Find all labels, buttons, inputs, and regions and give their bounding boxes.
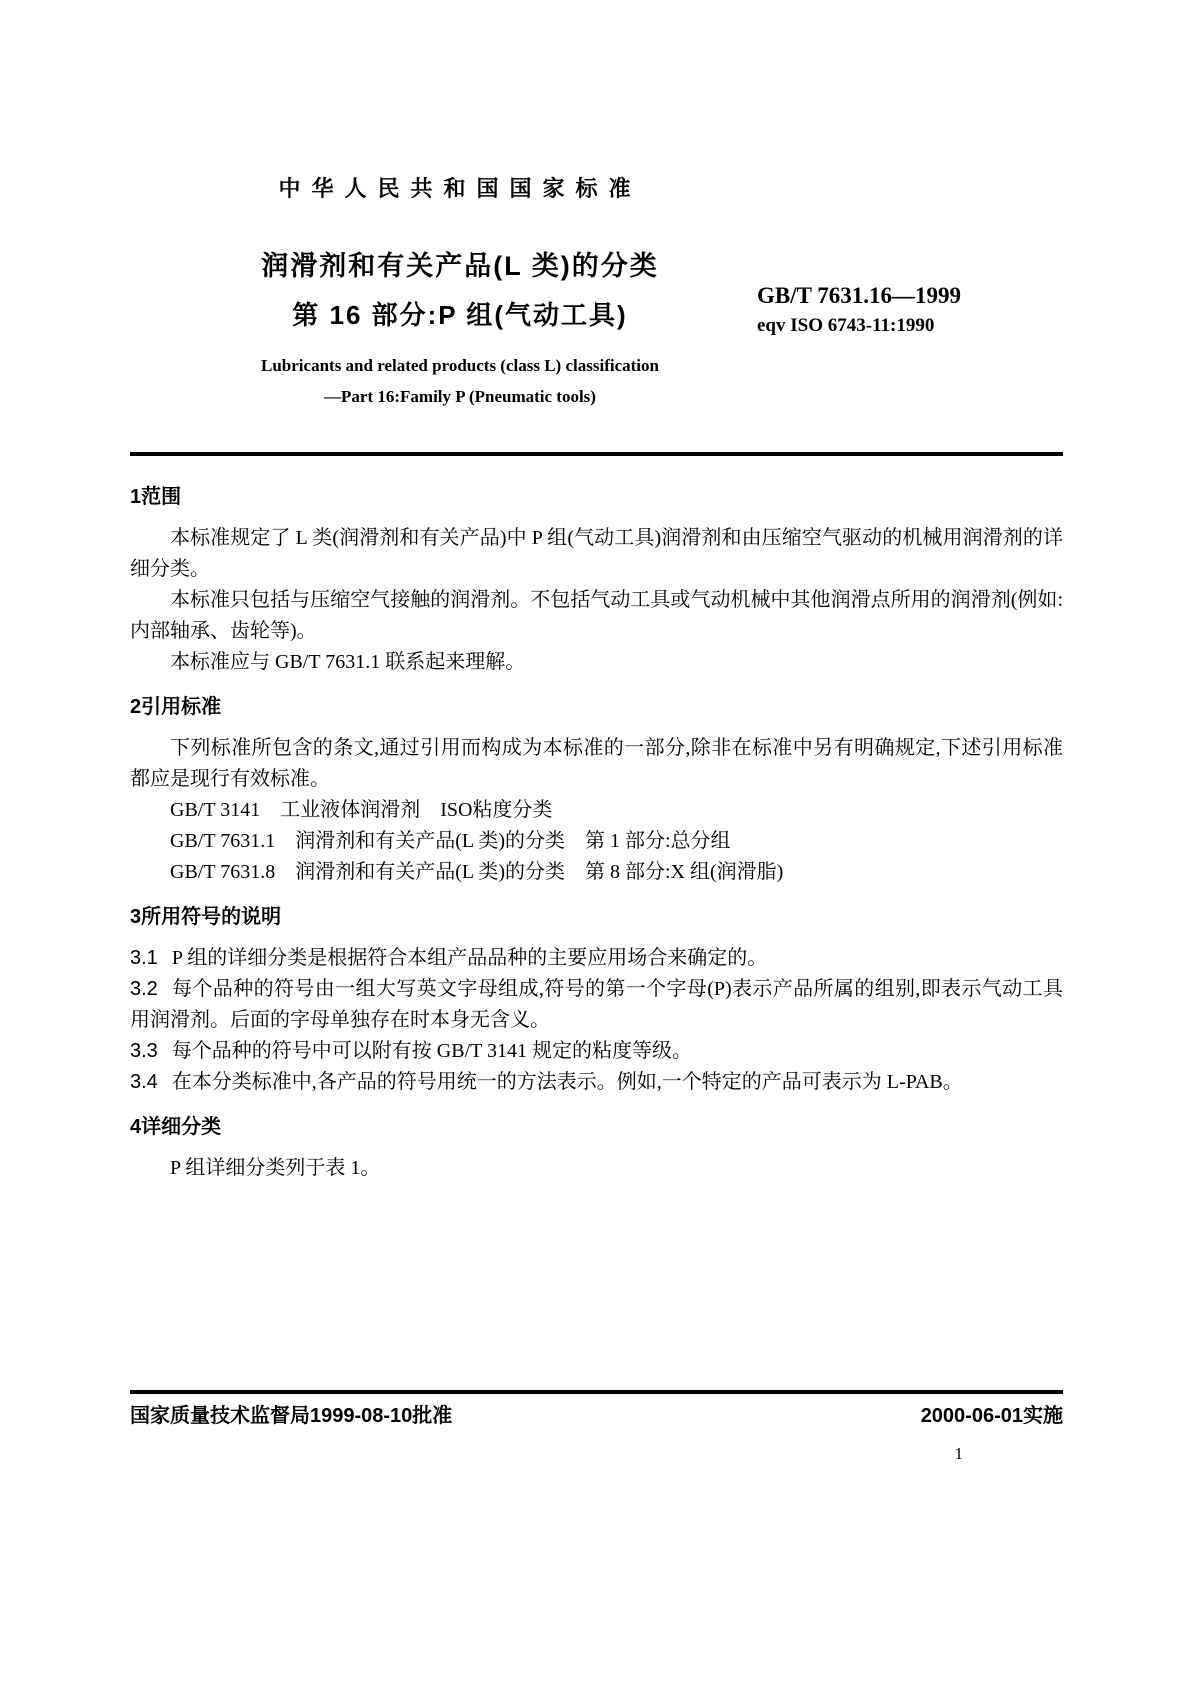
approval-note: 国家质量技术监督局1999-08-10批准 xyxy=(130,1405,453,1427)
clause-3-2-number: 3.2 xyxy=(130,978,158,1000)
section-1-paragraph-1: 本标准规定了 L 类(润滑剂和有关产品)中 P 组(气动工具)润滑剂和由压缩空气驱动的机械用润滑剂的详细分类。 xyxy=(130,527,1063,580)
clause-3-1-number: 3.1 xyxy=(130,947,158,969)
standard-number-block xyxy=(757,283,961,337)
clause-3-1-text: P 组的详细分类是根据符合本组产品品种的主要应用场合来确定的。 xyxy=(171,947,768,969)
section-3-number: 3 xyxy=(130,906,142,928)
section-1-paragraph-3: 本标准应与 GB/T 7631.1 联系起来理解。 xyxy=(170,651,526,673)
title-en-line2: —Part 16:Family P (Pneumatic tools) xyxy=(324,387,596,406)
title-en-line1: Lubricants and related products (class L) classification xyxy=(261,356,659,375)
section-2-number: 2 xyxy=(130,696,142,718)
iso-equivalence-note: eqv ISO 6743-11:1990 xyxy=(757,315,935,336)
section-3-heading xyxy=(130,902,1063,933)
section-4-title: 详细分类 xyxy=(141,1116,222,1138)
footer-rule xyxy=(130,1390,1063,1394)
implementation-note: 2000-06-01实施 xyxy=(920,1405,1063,1427)
title-cn-line1: 润滑剂和有关产品(L 类)的分类 xyxy=(261,251,659,281)
clause-3-3-text: 每个品种的符号中可以附有按 GB/T 3141 规定的粘度等级。 xyxy=(171,1040,693,1062)
document-title-en xyxy=(130,356,790,407)
clause-3-4-number: 3.4 xyxy=(130,1071,158,1093)
document-body xyxy=(130,482,1063,1184)
clause-3-4 xyxy=(130,1067,1063,1098)
section-3-title: 所用符号的说明 xyxy=(141,906,282,928)
standard-number: GB/T 7631.16—1999 xyxy=(757,283,962,308)
national-standard-label: 中华人民共和国国家标准 xyxy=(278,176,642,201)
clause-3-4-text: 在本分类标准中,各产品的符号用统一的方法表示。例如,一个特定的产品可表示为 L-PAB。 xyxy=(171,1071,963,1093)
header-rule xyxy=(130,452,1063,456)
clause-3-3-number: 3.3 xyxy=(130,1040,158,1062)
section-2-title: 引用标准 xyxy=(141,696,222,718)
section-2-paragraph-1: 下列标准所包含的条文,通过引用而构成为本标准的一部分,除非在标准中另有明确规定,下述引用标准都应是现行有效标准。 xyxy=(130,737,1063,790)
page-number: 1 xyxy=(954,1444,963,1463)
reference-list xyxy=(130,795,1063,888)
clause-3-1 xyxy=(130,943,1063,974)
clause-3-3 xyxy=(130,1036,1063,1067)
footer xyxy=(130,1402,1063,1430)
section-1-number: 1 xyxy=(130,486,142,508)
section-1-title: 范围 xyxy=(141,486,182,508)
section-2-heading xyxy=(130,692,1063,723)
section-1-paragraph-2: 本标准只包括与压缩空气接触的润滑剂。不包括气动工具或气动机械中其他润滑点所用的润滑剂(例如:内部轴承、齿轮等)。 xyxy=(130,589,1063,642)
section-4-paragraph-1: P 组详细分类列于表 1。 xyxy=(170,1157,381,1179)
clause-3-2 xyxy=(130,974,1063,1036)
title-cn-line2: 第 16 部分:P 组(气动工具) xyxy=(292,300,628,330)
section-4-heading xyxy=(130,1112,1063,1143)
document-title-cn xyxy=(130,250,790,331)
reference-item-3: GB/T 7631.8 润滑剂和有关产品(L 类)的分类 第 8 部分:X 组(润滑脂) xyxy=(170,861,784,883)
clause-3-2-text: 每个品种的符号由一组大写英文字母组成,符号的第一个字母(P)表示产品所属的组别,即表示气动工具用润滑剂。后面的字母单独存在时本身无含义。 xyxy=(130,978,1063,1031)
section-1-heading xyxy=(130,482,1063,513)
section-4-number: 4 xyxy=(130,1116,142,1138)
reference-item-2: GB/T 7631.1 润滑剂和有关产品(L 类)的分类 第 1 部分:总分组 xyxy=(170,830,731,852)
reference-item-1: GB/T 3141 工业液体润滑剂 ISO粘度分类 xyxy=(170,799,553,821)
